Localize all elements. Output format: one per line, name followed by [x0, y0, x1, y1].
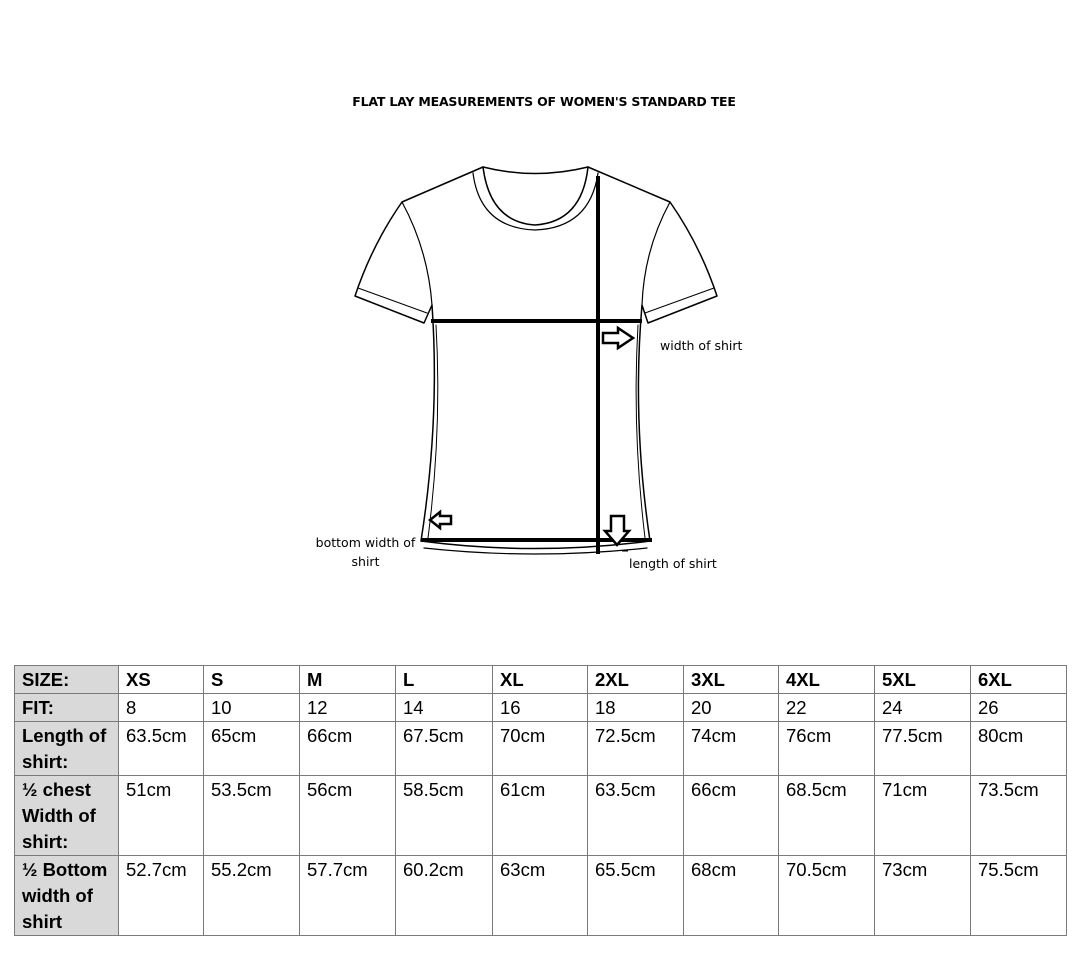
table-cell: 22 — [779, 694, 875, 722]
table-cell: 73cm — [875, 856, 971, 936]
chart-title: FLAT LAY MEASUREMENTS OF WOMEN'S STANDARD TEE — [352, 94, 736, 109]
table-cell: 52.7cm — [119, 856, 204, 936]
table-cell: 5XL — [875, 666, 971, 694]
table-cell: 61cm — [493, 776, 588, 856]
table-cell: 68.5cm — [779, 776, 875, 856]
size-chart-table — [14, 665, 1067, 936]
table-cell: 58.5cm — [396, 776, 493, 856]
width-of-shirt-label: width of shirt — [660, 338, 743, 353]
table-cell: 70.5cm — [779, 856, 875, 936]
bottom-width-label-line1: bottom width of — [315, 535, 416, 550]
table-cell: 70cm — [493, 722, 588, 776]
table-cell: 56cm — [300, 776, 396, 856]
arrow-right-icon — [603, 328, 633, 348]
table-cell: 2XL — [588, 666, 684, 694]
table-row — [15, 776, 1067, 856]
row-header: Length of shirt: — [15, 722, 119, 776]
table-cell: 66cm — [300, 722, 396, 776]
table-cell: 8 — [119, 694, 204, 722]
row-header: ½ chest Width of shirt: — [15, 776, 119, 856]
table-row — [15, 666, 1067, 694]
bottom-width-label-line2: shirt — [351, 554, 380, 569]
arrow-left-icon — [430, 512, 451, 528]
table-cell: 68cm — [684, 856, 779, 936]
table-cell: 20 — [684, 694, 779, 722]
table-cell: 74cm — [684, 722, 779, 776]
table-cell: 12 — [300, 694, 396, 722]
table-cell: 73.5cm — [971, 776, 1067, 856]
table-cell: 16 — [493, 694, 588, 722]
measure-lines — [423, 178, 650, 552]
table-cell: 65.5cm — [588, 856, 684, 936]
table-cell: L — [396, 666, 493, 694]
table-cell: XL — [493, 666, 588, 694]
table-cell: 67.5cm — [396, 722, 493, 776]
table-cell: 51cm — [119, 776, 204, 856]
table-cell: 24 — [875, 694, 971, 722]
table-cell: 14 — [396, 694, 493, 722]
table-cell: 53.5cm — [204, 776, 300, 856]
bottom-width-label — [308, 533, 423, 571]
table-cell: 57.7cm — [300, 856, 396, 936]
table-cell: 80cm — [971, 722, 1067, 776]
table-row — [15, 722, 1067, 776]
table-cell: 72.5cm — [588, 722, 684, 776]
length-of-shirt-label: length of shirt — [629, 556, 717, 571]
table-cell: 71cm — [875, 776, 971, 856]
row-header: FIT: — [15, 694, 119, 722]
table-cell: 63.5cm — [119, 722, 204, 776]
table-cell: 65cm — [204, 722, 300, 776]
table-cell: 66cm — [684, 776, 779, 856]
table-cell: 4XL — [779, 666, 875, 694]
table-cell: 75.5cm — [971, 856, 1067, 936]
table-cell: 60.2cm — [396, 856, 493, 936]
table-cell: 76cm — [779, 722, 875, 776]
table-cell: M — [300, 666, 396, 694]
table-row — [15, 856, 1067, 936]
table-cell: 63.5cm — [588, 776, 684, 856]
table-cell: 63cm — [493, 856, 588, 936]
table-cell: 55.2cm — [204, 856, 300, 936]
table-cell: 6XL — [971, 666, 1067, 694]
table-row — [15, 694, 1067, 722]
row-header: SIZE: — [15, 666, 119, 694]
table-cell: XS — [119, 666, 204, 694]
tshirt-outline-icon — [355, 167, 717, 554]
row-header: ½ Bottom width of shirt — [15, 856, 119, 936]
table-cell: S — [204, 666, 300, 694]
table-cell: 10 — [204, 694, 300, 722]
table-cell: 3XL — [684, 666, 779, 694]
table-cell: 26 — [971, 694, 1067, 722]
table-cell: 18 — [588, 694, 684, 722]
table-cell: 77.5cm — [875, 722, 971, 776]
